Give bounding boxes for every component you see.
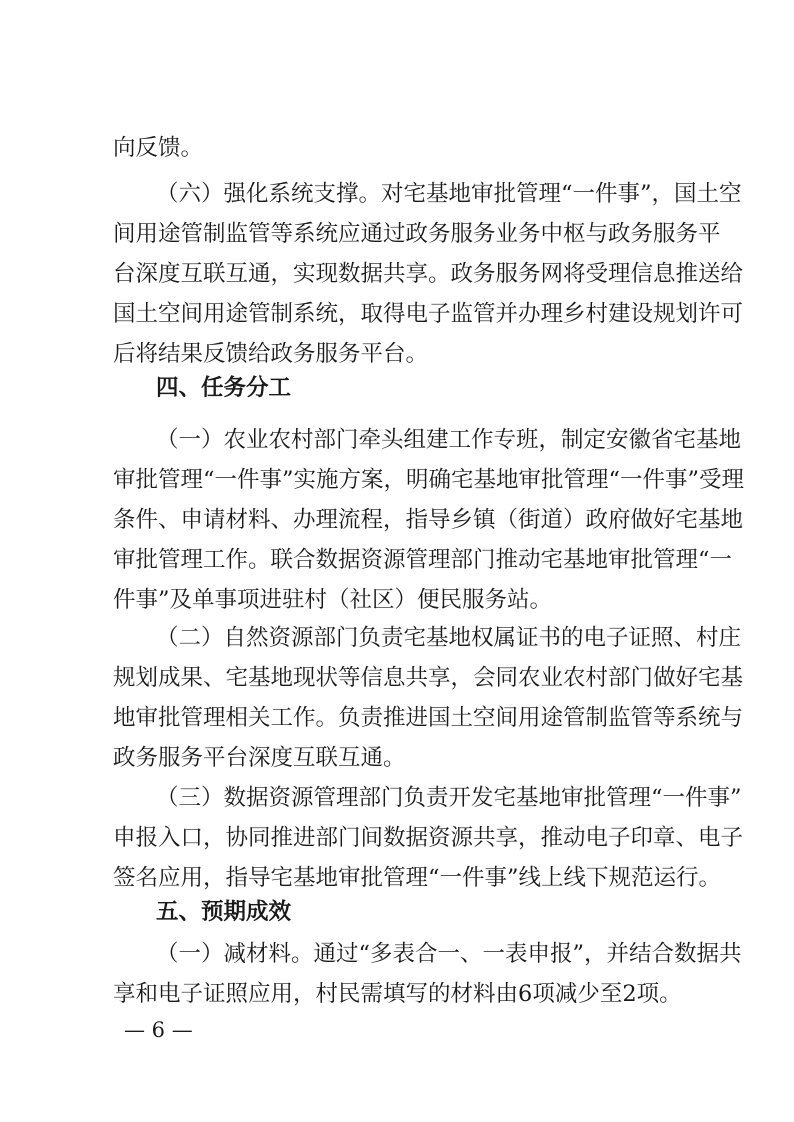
paragraph-line: 台深度互联互通，实现数据共享。政务服务网将受理信息推送给 bbox=[113, 261, 744, 287]
paragraph-line: 件事”及单事项进驻村（社区）便民服务站。 bbox=[113, 587, 553, 613]
paragraph-line: 后将结果反馈给政务服务平台。 bbox=[113, 341, 429, 367]
paragraph-line: 国土空间用途管制系统，取得电子监管并办理乡村建设规划许可 bbox=[113, 301, 744, 327]
section-heading: 五、预期成效 bbox=[156, 899, 292, 925]
paragraph-line: 规划成果、宅基地现状等信息共享，会同农业农村部门做好宅基 bbox=[113, 665, 744, 691]
paragraph-line: （三）数据资源管理部门负责开发宅基地审批管理“一件事” bbox=[156, 785, 742, 811]
paragraph-line: 政务服务平台深度互联互通。 bbox=[113, 745, 406, 771]
paragraph-line: 条件、申请材料、办理流程，指导乡镇（街道）政府做好宅基地 bbox=[113, 507, 744, 533]
paragraph-line: 间用途管制监管等系统应通过政务服务业务中枢与政务服务平 bbox=[113, 221, 721, 247]
paragraph-line: （一）农业农村部门牵头组建工作专班，制定安徽省宅基地 bbox=[156, 427, 742, 453]
paragraph-line: （一）减材料。通过“多表合一、一表申报”，并结合数据共 bbox=[156, 941, 742, 967]
paragraph-line: 向反馈。 bbox=[113, 135, 204, 161]
paragraph-line: 申报入口，协同推进部门间数据资源共享，推动电子印章、电子 bbox=[113, 825, 744, 851]
paragraph-line: （二）自然资源部门负责宅基地权属证书的电子证照、村庄 bbox=[156, 625, 742, 651]
paragraph-line: 地审批管理相关工作。负责推进国土空间用途管制监管等系统与 bbox=[113, 705, 744, 731]
page-number: — 6 — bbox=[124, 1018, 193, 1042]
paragraph-line: 享和电子证照应用，村民需填写的材料由6项减少至2项。 bbox=[113, 981, 682, 1007]
paragraph-line: 审批管理“一件事”实施方案，明确宅基地审批管理“一件事”受理 bbox=[113, 467, 745, 493]
paragraph-line: （六）强化系统支撑。对宅基地审批管理“一件事”，国土空 bbox=[156, 181, 742, 207]
section-heading: 四、任务分工 bbox=[156, 375, 292, 401]
paragraph-line: 签名应用，指导宅基地审批管理“一件事”线上线下规范运行。 bbox=[113, 865, 722, 891]
paragraph-line: 审批管理工作。联合数据资源管理部门推动宅基地审批管理“一 bbox=[113, 547, 733, 573]
